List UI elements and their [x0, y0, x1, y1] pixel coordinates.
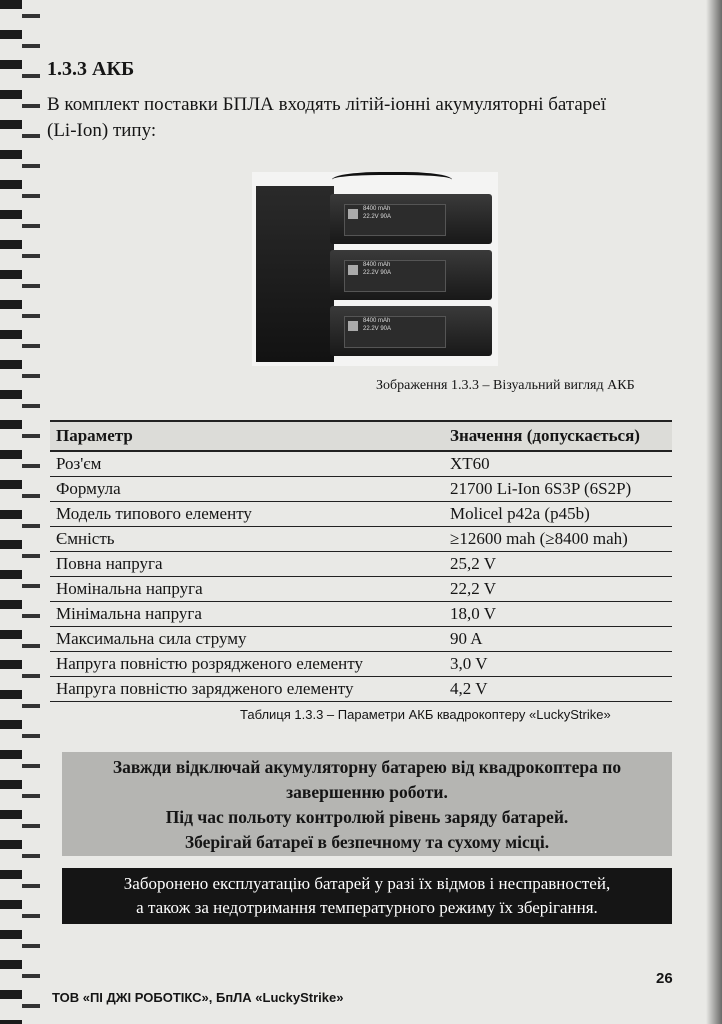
- battery-label: 8400 mAh 22.2V 90A: [344, 316, 446, 348]
- battery-label: 8400 mAh 22.2V 90A: [344, 204, 446, 236]
- battery-photo: [252, 172, 498, 366]
- table-header-row: [50, 420, 672, 452]
- battery-pack: [330, 306, 492, 356]
- header-param: Параметр: [56, 426, 133, 445]
- value-cell: 25,2 V: [450, 554, 496, 573]
- value-cell: 21700 Li-Ion 6S3P (6S2P): [450, 479, 632, 498]
- warning-line: Зберігай батареї в безпечному та сухому місці.: [184, 832, 550, 852]
- value-cell: 3,0 V: [450, 654, 488, 673]
- value-cell: 4,2 V: [450, 679, 488, 698]
- prohibition-box: [62, 868, 672, 924]
- table-row: [50, 627, 672, 652]
- param-cell: Ємність: [56, 529, 115, 548]
- table-caption: Таблиця 1.3.3 – Параметри АКБ квадрокоптеру «LuckyStrike»: [240, 707, 611, 722]
- header-value: Значення (допускається): [450, 426, 640, 445]
- param-cell: Мінімальна напруга: [56, 604, 202, 623]
- table-row: [50, 652, 672, 677]
- table-row: [50, 527, 672, 552]
- intro-line-1: В комплект поставки БПЛА входять літій-іонні акумуляторні батареї: [47, 94, 607, 115]
- page-edge-shadow: [706, 0, 722, 1024]
- param-cell: Напруга повністю розрядженого елементу: [56, 654, 363, 673]
- battery-label: 8400 mAh 22.2V 90A: [344, 260, 446, 292]
- value-cell: XT60: [450, 454, 490, 473]
- battery-params-table: [50, 420, 672, 702]
- param-cell: Повна напруга: [56, 554, 163, 573]
- param-cell: Номінальна напруга: [56, 579, 203, 598]
- value-cell: 90 A: [450, 629, 483, 648]
- value-cell: 18,0 V: [450, 604, 496, 623]
- table-row: [50, 577, 672, 602]
- table-row: [50, 502, 672, 527]
- prohibition-line: а також за недотримання температурного режиму їх зберігання.: [136, 898, 598, 917]
- warning-line: Під час польоту контролюй рівень заряду батарей.: [165, 807, 569, 827]
- value-cell: 22,2 V: [450, 579, 496, 598]
- battery-pack: [330, 250, 492, 300]
- spiral-binding: [0, 0, 40, 1024]
- warning-line: завершенню роботи.: [286, 782, 448, 802]
- page-number: 26: [656, 970, 673, 987]
- section-heading: 1.3.3 АКБ: [47, 58, 135, 80]
- warning-line: Завжди відключай акумуляторну батарею від квадрокоптера по: [112, 757, 622, 777]
- table-row: [50, 477, 672, 502]
- value-cell: ≥12600 mah (≥8400 mah): [450, 529, 628, 548]
- intro-line-2: (Li-Ion) типу:: [47, 120, 157, 141]
- prohibition-line: Заборонено експлуатацію батарей у разі їх відмов і несправностей,: [123, 874, 611, 893]
- battery-cable: [332, 172, 452, 191]
- param-cell: Максимальна сила струму: [56, 629, 247, 648]
- table-row: [50, 677, 672, 702]
- param-cell: Роз'єм: [56, 454, 102, 473]
- battery-case: [256, 186, 334, 362]
- param-cell: Формула: [56, 479, 121, 498]
- table-row: [50, 452, 672, 477]
- warning-box: [62, 752, 672, 856]
- table-row: [50, 602, 672, 627]
- param-cell: Напруга повністю зарядженого елементу: [56, 679, 354, 698]
- value-cell: Molicel p42a (p45b): [450, 504, 590, 523]
- intro-paragraph: [47, 92, 687, 144]
- param-cell: Модель типового елементу: [56, 504, 252, 523]
- table-row: [50, 552, 672, 577]
- page-footer: ТОВ «ПІ ДЖІ РОБОТІКС», БпЛА «LuckyStrike»: [52, 990, 344, 1005]
- battery-pack: [330, 194, 492, 244]
- photo-caption: Зображення 1.3.3 – Візуальний вигляд АКБ: [376, 378, 635, 393]
